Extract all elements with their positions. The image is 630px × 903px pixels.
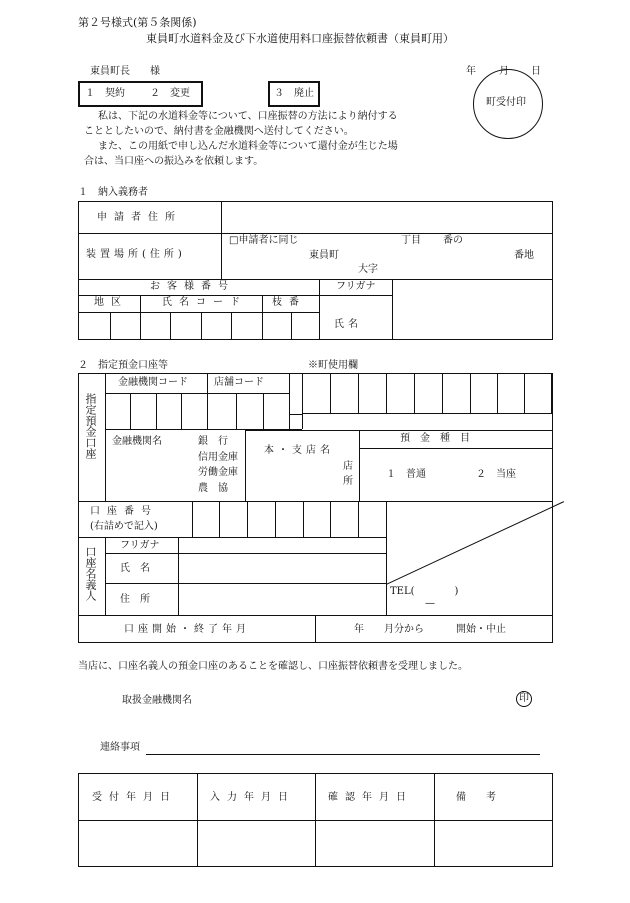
intro-line-1: 私は、下記の水道料金等について、口座振替の方法により納付する: [98, 111, 398, 122]
seal-label: 印: [519, 693, 529, 704]
town-reception-stamp-label: 町受付印: [486, 97, 526, 108]
bank-label[interactable]: 銀 行: [198, 436, 228, 447]
furigana-field[interactable]: [393, 280, 552, 294]
branch-code-label: 店舗コード: [214, 377, 264, 388]
deposit-type-futsu[interactable]: １ 普通: [386, 469, 426, 480]
bank-name-label: 金融機関名: [112, 436, 162, 447]
town-label: 東員町: [309, 250, 339, 261]
district-label: 地区: [94, 297, 128, 308]
intro-line-3: また、この用紙で申し込んだ水道料金等について還付金が生じた場: [98, 141, 398, 152]
confirmed-date-label: 確認年月日: [328, 792, 413, 803]
deposit-type-label: 預 金 種 目: [400, 433, 470, 444]
holder-name-label: 氏 名: [120, 563, 150, 574]
customer-number-label: お客様番号: [150, 281, 235, 292]
taxpayer-name-label: 氏名: [334, 319, 362, 330]
ban-no-label: 番の: [443, 235, 463, 246]
addressee: 東員町長 様: [90, 66, 160, 77]
right-align-note: (右詰めで記入): [90, 521, 158, 532]
rokin-label[interactable]: 労働金庫: [198, 467, 238, 478]
bank-code-label: 金融機関コード: [118, 377, 188, 388]
confirmation-text: 当店に、口座名義人の預金口座のあることを確認し、口座振替依頼書を受理しました。: [78, 661, 468, 672]
applicant-address-field[interactable]: [222, 202, 552, 232]
option-change[interactable]: ２ 変更: [150, 88, 190, 99]
sho-label: 所: [343, 476, 353, 487]
option-contract[interactable]: １ 契約: [85, 88, 125, 99]
intro-line-4: 合は、当口座への振込みを依頼します。: [84, 156, 264, 167]
designated-account-label: 指定預金口座: [84, 393, 97, 459]
account-holder-label: 口座名義人: [84, 546, 97, 601]
applicant-address-label: 申請者住所: [97, 212, 182, 223]
shinkin-label[interactable]: 信用金庫: [198, 452, 238, 463]
nokyo-label[interactable]: 農 協: [198, 483, 228, 494]
section2-heading: ２ 指定預金口座等: [78, 360, 168, 371]
taxpayer-name-field[interactable]: [393, 297, 552, 339]
received-date-label: 受付年月日: [92, 792, 177, 803]
install-place-label: 装置場所(住所): [86, 249, 186, 260]
date-year-label: 年: [466, 66, 476, 77]
page-title: 東員町水道料金及び下水道使用料口座振替依頼書（東員町用）: [146, 32, 454, 45]
furigana-label: フリガナ: [336, 281, 376, 292]
section1-heading: １ 納入義務者: [78, 187, 148, 198]
ten-label: 店: [343, 461, 353, 472]
name-code-label: 氏名コード: [162, 297, 247, 308]
banchi-label: 番地: [514, 250, 534, 261]
remarks-label: 備 考: [456, 792, 496, 803]
date-day-label: 日: [531, 66, 541, 77]
holder-furigana-label: フリガナ: [120, 540, 160, 551]
head-branch-label: 本・支店名: [264, 445, 334, 456]
same-as-applicant-checkbox[interactable]: □申請者に同じ: [229, 235, 299, 246]
date-month-label: 月: [499, 66, 509, 77]
account-number-label: 口座番号: [90, 506, 158, 517]
oaza-label: 大字: [358, 264, 378, 275]
start-stop-label[interactable]: 開始・中止: [456, 624, 506, 635]
account-period-label: 口座開始・終了年月: [124, 624, 250, 635]
chome-label: 丁目: [401, 235, 421, 246]
option-cancel[interactable]: ３ 廃止: [274, 88, 314, 99]
holder-address-label: 住 所: [120, 594, 150, 605]
branch-number-label: 枝番: [272, 297, 306, 308]
town-use-label: ※町使用欄: [308, 360, 358, 371]
deposit-type-toza[interactable]: ２ 当座: [476, 469, 516, 480]
tel-label: TEL( ): [390, 586, 459, 597]
contact-label: 連絡事項: [100, 742, 140, 753]
input-date-label: 入力年月日: [210, 792, 295, 803]
form-number: 第２号様式(第５条関係): [78, 16, 197, 29]
from-month-label: 年 月分から: [354, 624, 424, 635]
tel-dash: —: [425, 598, 435, 609]
contact-line[interactable]: [146, 754, 540, 755]
intro-line-2: こととしたいので、納付書を金融機関へ送付してください。: [84, 126, 354, 137]
institution-label: 取扱金融機関名: [122, 695, 192, 706]
